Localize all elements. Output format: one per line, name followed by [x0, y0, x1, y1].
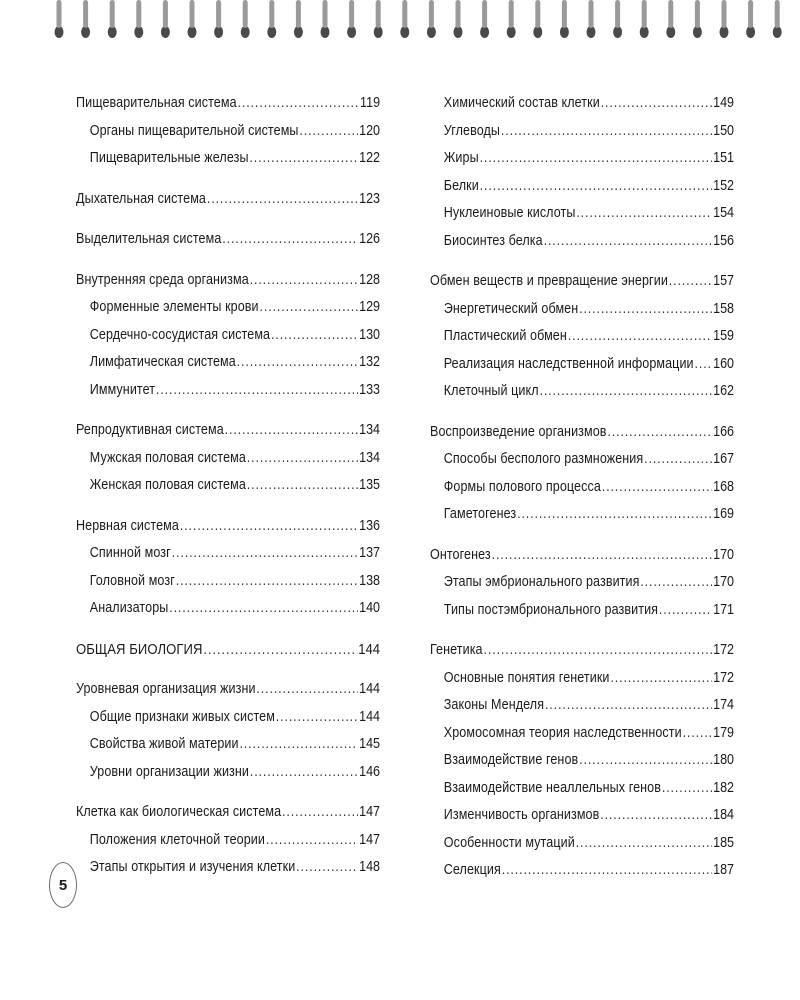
toc-entry[interactable] [430, 145, 734, 173]
toc-group [76, 267, 380, 405]
toc-entry[interactable] [430, 200, 734, 228]
toc-entry-title: Углеводы [443, 122, 501, 139]
dot-leader [501, 118, 712, 146]
toc-entry[interactable] [76, 636, 380, 664]
dot-leader [568, 323, 712, 351]
toc-group [76, 90, 380, 173]
toc-entry[interactable] [76, 704, 380, 732]
toc-entry-page: 148 [359, 859, 381, 875]
dot-leader [266, 827, 358, 855]
toc-entry-page: 158 [713, 300, 735, 317]
dot-leader [602, 474, 712, 502]
toc-entry[interactable] [430, 802, 734, 830]
toc-group [430, 419, 734, 529]
toc-entry-title: Иммунитет [89, 381, 156, 398]
toc-group [430, 268, 734, 406]
toc-entry-page: 156 [713, 232, 735, 249]
toc-entry[interactable] [430, 542, 734, 570]
spiral-ring [560, 0, 569, 38]
toc-entry[interactable] [76, 145, 380, 173]
toc-entry-title: Этапы эмбрионального развития [443, 574, 640, 590]
toc-entry-title: Основные понятия генетики [443, 669, 610, 686]
toc-entry-title: Лимфатическая система [89, 354, 236, 370]
dot-leader [644, 446, 712, 474]
dot-leader [180, 513, 358, 541]
toc-entry[interactable] [430, 830, 734, 858]
spiral-ring [746, 0, 755, 38]
dot-leader [480, 145, 713, 173]
toc-entry-page: 170 [713, 546, 735, 563]
dot-leader [237, 349, 359, 377]
toc-entry-title: Химический состав клетки [443, 95, 600, 111]
toc-group [430, 542, 734, 625]
toc-entry-title: Изменчивость организмов [443, 807, 600, 823]
toc-entry-page: 184 [713, 807, 735, 823]
dot-leader [502, 857, 713, 885]
toc-entry-title: Типы постэмбрионального развития [443, 601, 659, 618]
toc-entry[interactable] [430, 351, 734, 379]
toc-entry-page: 157 [713, 273, 735, 289]
dot-leader [539, 378, 712, 406]
toc-entry-title: Форменные элементы крови [89, 299, 259, 315]
dot-leader [480, 173, 713, 201]
toc-entry[interactable] [76, 759, 380, 787]
toc-group [430, 90, 734, 255]
toc-entry-page: 134 [359, 422, 381, 438]
toc-entry[interactable] [430, 501, 734, 529]
toc-entry-page: 134 [359, 449, 381, 466]
toc-entry-title: Хромосомная теория наследственности [443, 724, 682, 741]
toc-entry-page: 144 [359, 708, 381, 725]
toc-entry-page: 182 [713, 779, 735, 796]
spiral-ring [294, 0, 303, 38]
toc-entry-title: Нуклеиновые кислоты [443, 205, 576, 221]
toc-group [76, 676, 380, 786]
spiral-ring [693, 0, 702, 38]
spiral-ring [773, 0, 782, 38]
dot-leader [483, 637, 712, 665]
toc-entry-title: Генетика [430, 642, 483, 658]
toc-entry-title: Энергетический обмен [443, 300, 579, 317]
toc-entry-page: 160 [713, 355, 735, 372]
dot-leader [545, 692, 712, 720]
toc-entry-title: Гаметогенез [443, 506, 517, 522]
dot-leader [282, 799, 358, 827]
toc-entry[interactable] [76, 118, 380, 146]
toc-entry[interactable] [430, 378, 734, 406]
dot-leader [238, 90, 360, 118]
toc-entry[interactable] [76, 226, 380, 254]
dot-leader [247, 472, 358, 500]
toc-entry[interactable] [76, 676, 380, 704]
toc-entry-page: 129 [359, 299, 381, 315]
spiral-ring [427, 0, 436, 38]
toc-entry-title: Этапы открытия и изучения клетки [89, 859, 296, 875]
dot-leader [579, 747, 712, 775]
spiral-ring [214, 0, 223, 38]
toc-entry-page: 147 [359, 804, 381, 820]
spiral-ring [347, 0, 356, 38]
toc-entry-page: 146 [359, 763, 381, 780]
toc-entry[interactable] [430, 419, 734, 447]
dot-leader [250, 759, 358, 787]
toc-entry-page: 138 [359, 572, 381, 589]
dot-leader [610, 665, 712, 693]
toc-entry-title: Законы Менделя [443, 697, 545, 713]
spiral-binding [0, 0, 800, 48]
dot-leader [683, 720, 713, 748]
toc-entry[interactable] [430, 323, 734, 351]
spiral-ring [55, 0, 64, 38]
spiral-ring [134, 0, 143, 38]
toc-entry[interactable] [430, 597, 734, 625]
toc-entry-page: 187 [713, 862, 735, 878]
toc-entry-title: Воспроизведение организмов [430, 423, 607, 440]
spiral-ring [267, 0, 276, 38]
toc-entry-page: 144 [358, 640, 381, 658]
toc-entry[interactable] [76, 294, 380, 322]
toc-entry-title: Белки [443, 177, 479, 194]
toc-entry[interactable] [76, 445, 380, 473]
toc-entry[interactable] [76, 731, 380, 759]
toc-entry-title: Органы пищеварительной системы [89, 122, 299, 139]
dot-leader [544, 228, 713, 256]
dot-leader [176, 568, 359, 596]
toc-group [76, 417, 380, 500]
toc-entry-page: 170 [713, 574, 735, 590]
dot-leader [247, 445, 358, 473]
toc-entry-page: 180 [713, 752, 735, 768]
toc-entry[interactable] [430, 857, 734, 885]
toc-entry-title: Клеточный цикл [443, 383, 539, 399]
dot-leader [601, 90, 713, 118]
toc-group [76, 186, 380, 214]
toc-group [430, 637, 734, 885]
dot-leader [695, 351, 713, 379]
toc-entry[interactable] [430, 720, 734, 748]
dot-leader [222, 226, 358, 254]
toc-entry-title: Взаимодействие неаллельных генов [443, 779, 661, 796]
toc-entry-title: Реализация наследственной информации [443, 355, 694, 372]
toc-entry-title: Положения клеточной теории [89, 831, 265, 848]
toc-entry-title: Биосинтез белка [443, 232, 543, 249]
dot-leader [225, 417, 359, 445]
toc-entry-page: 167 [713, 451, 735, 467]
spiral-ring [720, 0, 729, 38]
dot-leader [169, 595, 358, 623]
spiral-ring [400, 0, 409, 38]
toc-entry-page: 179 [713, 724, 735, 741]
dot-leader [250, 267, 359, 295]
spiral-ring [533, 0, 542, 38]
dot-leader [669, 268, 712, 296]
toc-entry-page: 119 [360, 95, 381, 111]
toc-entry[interactable] [430, 90, 734, 118]
toc-entry-page: 174 [713, 697, 735, 713]
toc-entry-title: Дыхательная система [76, 190, 206, 207]
toc-entry[interactable] [76, 472, 380, 500]
toc-entry[interactable] [76, 267, 380, 295]
toc-entry[interactable] [430, 747, 734, 775]
toc-entry-title: Клетка как биологическая система [76, 804, 282, 820]
toc-entry-title: Нервная система [76, 517, 179, 534]
toc-entry[interactable] [430, 569, 734, 597]
dot-leader [271, 322, 358, 350]
dot-leader [156, 377, 358, 405]
spiral-ring [188, 0, 197, 38]
toc-entry-title: Общие признаки живых систем [89, 708, 275, 725]
toc-entry-page: 172 [713, 669, 735, 686]
toc-entry-title: Свойства живой материи [89, 736, 239, 752]
toc-entry-page: 120 [359, 122, 381, 139]
toc-entry-page: 140 [359, 600, 381, 616]
toc-entry-title: Головной мозг [89, 572, 175, 589]
spiral-ring [81, 0, 90, 38]
spiral-ring [507, 0, 516, 38]
toc-entry[interactable] [76, 417, 380, 445]
toc-entry-page: 137 [359, 545, 381, 561]
toc-entry-page: 147 [359, 831, 381, 848]
toc-entry-page: 122 [359, 150, 381, 166]
toc-entry[interactable] [76, 568, 380, 596]
toc-entry[interactable] [76, 854, 380, 882]
dot-leader [203, 636, 357, 664]
dot-leader [579, 296, 712, 324]
toc-entry-title: Способы бесполого размножения [443, 451, 644, 467]
dot-leader [517, 501, 712, 529]
toc-entry-title: Пищеварительная система [76, 95, 237, 111]
toc-entry-page: 133 [359, 381, 381, 398]
spiral-ring [454, 0, 463, 38]
toc-entry-page: 132 [359, 354, 381, 370]
toc-entry-page: 145 [359, 736, 381, 752]
dot-leader [662, 775, 712, 803]
dot-leader [607, 419, 712, 447]
dot-leader [207, 186, 358, 214]
toc-entry-page: 152 [713, 177, 735, 194]
toc-entry[interactable] [76, 349, 380, 377]
dot-leader [600, 802, 712, 830]
toc-entry-title: Мужская половая система [89, 449, 246, 466]
toc-entry[interactable] [76, 90, 380, 118]
toc-group [76, 513, 380, 623]
spiral-ring [587, 0, 596, 38]
toc-entry-page: 149 [713, 95, 735, 111]
toc-entry-page: 169 [713, 506, 735, 522]
toc-entry-page: 150 [713, 122, 735, 139]
dot-leader [576, 200, 712, 228]
toc-entry-title: Анализаторы [89, 600, 169, 616]
toc-entry-title: Сердечно-сосудистая система [89, 326, 271, 343]
toc-entry-title: Внутренняя среда организма [76, 271, 249, 288]
toc-entry[interactable] [76, 827, 380, 855]
dot-leader [299, 118, 358, 146]
dot-leader [492, 542, 713, 570]
toc-entry-page: 135 [359, 477, 381, 493]
toc-entry[interactable] [430, 446, 734, 474]
dot-leader [249, 145, 358, 173]
toc-entry[interactable] [430, 268, 734, 296]
dot-leader [576, 830, 713, 858]
toc-entry[interactable] [430, 296, 734, 324]
toc-entry[interactable] [430, 228, 734, 256]
toc-entry-page: 130 [359, 326, 381, 343]
toc-entry[interactable] [76, 513, 380, 541]
toc-entry-title: Онтогенез [430, 546, 491, 563]
spiral-ring [108, 0, 117, 38]
spiral-ring [480, 0, 489, 38]
dot-leader [239, 731, 358, 759]
toc-entry-title: Уровневая организация жизни [76, 681, 256, 697]
toc-column-right [430, 90, 734, 898]
toc-entry-page: 123 [359, 190, 381, 207]
toc-entry[interactable] [76, 322, 380, 350]
dot-leader [659, 597, 712, 625]
toc-entry-title: Особенности мутаций [443, 834, 575, 851]
toc-entry[interactable] [430, 637, 734, 665]
toc-entry-page: 168 [713, 478, 735, 495]
toc-entry-page: 171 [713, 601, 735, 618]
toc-entry[interactable] [430, 692, 734, 720]
toc-entry-title: Репродуктивная система [76, 422, 224, 438]
toc-entry[interactable] [430, 173, 734, 201]
dot-leader [172, 540, 359, 568]
toc-group [76, 799, 380, 882]
dot-leader [256, 676, 358, 704]
toc-entry-page: 166 [713, 423, 735, 440]
toc-entry-title: Пластический обмен [443, 328, 567, 344]
spiral-ring [161, 0, 170, 38]
page-number: 5 [49, 862, 77, 908]
toc-entry-title: Спинной мозг [89, 545, 171, 561]
toc-entry-title: ОБЩАЯ БИОЛОГИЯ [76, 640, 203, 658]
toc-entry-page: 185 [713, 834, 735, 851]
toc-entry[interactable] [430, 665, 734, 693]
toc-entry[interactable] [430, 474, 734, 502]
toc-entry[interactable] [76, 377, 380, 405]
toc-entry[interactable] [430, 118, 734, 146]
toc-entry-title: Формы полового процесса [443, 478, 601, 495]
toc-entry-title: Выделительная система [76, 231, 222, 247]
spiral-ring [640, 0, 649, 38]
toc-entry[interactable] [76, 595, 380, 623]
toc-entry-title: Взаимодействие генов [443, 752, 579, 768]
toc-entry-title: Женская половая система [89, 477, 246, 493]
dot-leader [296, 854, 358, 882]
toc-entry-title: Уровни организации жизни [89, 763, 250, 780]
toc-entry-page: 136 [359, 517, 381, 534]
toc-group [76, 636, 380, 664]
toc-entry-page: 159 [713, 328, 735, 344]
toc-group [76, 226, 380, 254]
toc-entry-title: Селекция [443, 862, 501, 878]
spiral-ring [241, 0, 250, 38]
toc-entry-page: 151 [713, 150, 735, 166]
dot-leader [640, 569, 712, 597]
toc-column-left [76, 90, 380, 895]
toc-entry[interactable] [76, 186, 380, 214]
toc-entry-page: 128 [359, 271, 381, 288]
toc-entry-page: 172 [713, 642, 735, 658]
toc-entry-title: Обмен веществ и превращение энергии [430, 273, 668, 289]
toc-entry-page: 126 [359, 231, 381, 247]
spiral-ring [613, 0, 622, 38]
toc-entry-page: 144 [359, 681, 381, 697]
toc-entry[interactable] [76, 799, 380, 827]
dot-leader [276, 704, 358, 732]
toc-entry-title: Пищеварительные железы [89, 150, 249, 166]
toc-entry-page: 162 [713, 383, 735, 399]
toc-entry-page: 154 [713, 205, 735, 221]
spiral-ring [666, 0, 675, 38]
toc-entry[interactable] [430, 775, 734, 803]
toc-entry-title: Жиры [443, 150, 479, 166]
dot-leader [260, 294, 359, 322]
spiral-ring [321, 0, 330, 38]
spiral-ring [374, 0, 383, 38]
toc-entry[interactable] [76, 540, 380, 568]
